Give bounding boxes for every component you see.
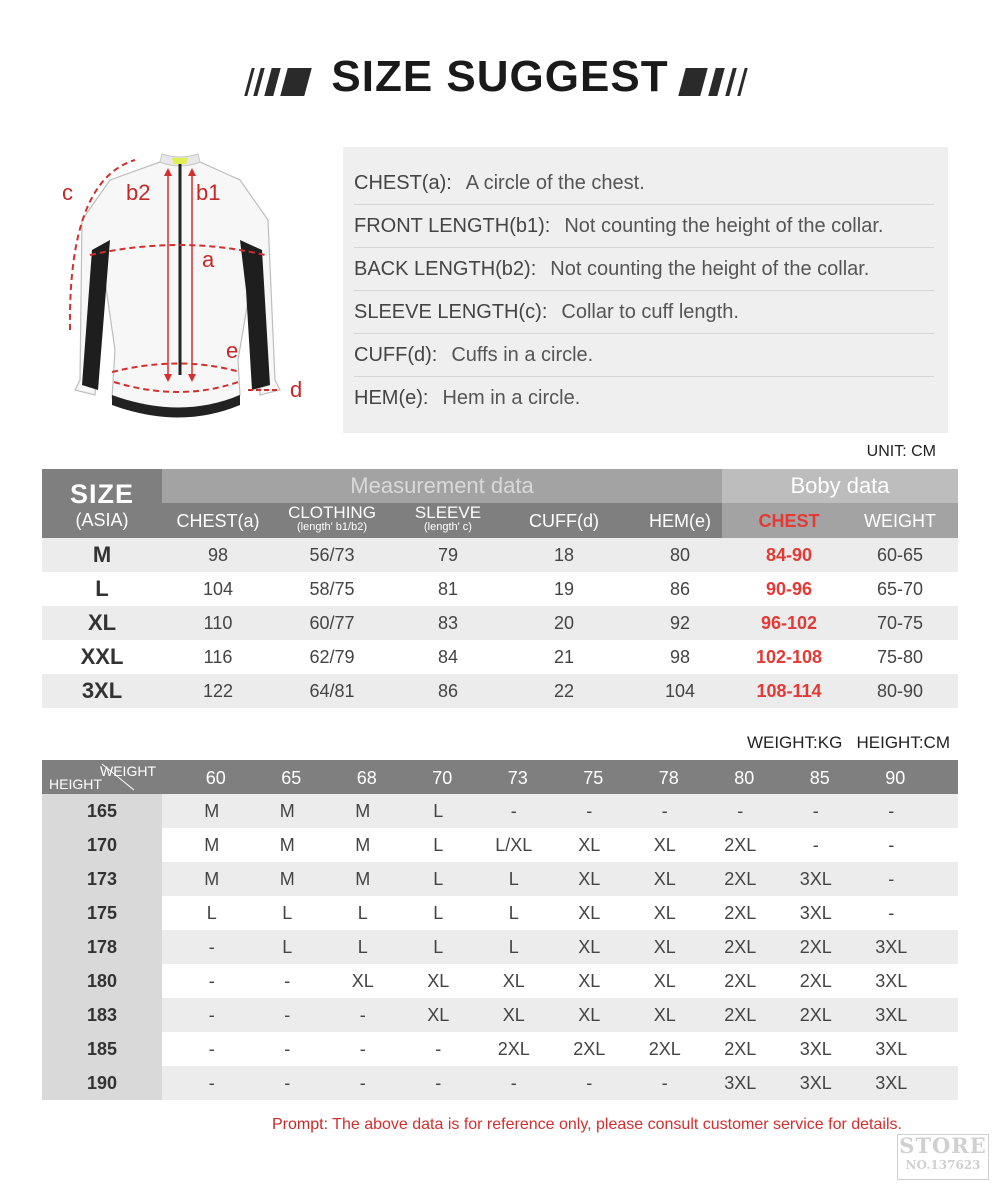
size-cell: 2XL [799, 1005, 832, 1025]
definition-value: Collar to cuff length. [561, 301, 739, 323]
height-label: 178 [86, 937, 118, 957]
size-cell: - [661, 801, 668, 821]
size-cell: 3XL [875, 971, 908, 991]
table-cell: 20 [553, 613, 575, 633]
size-cell: M [204, 869, 220, 889]
prompt-note [272, 1116, 902, 1134]
table-cell: 64/81 [309, 681, 355, 701]
prompt-text: The above data is for reference only, please consult customer service for details. [328, 1116, 902, 1133]
size-cell: XL [578, 937, 601, 957]
size-cell: L [282, 903, 293, 923]
column-header-label: SLEEVE [414, 503, 482, 522]
size-cell: L [357, 937, 368, 957]
size-cell: 3XL [799, 1073, 832, 1093]
weight-column-header: 70 [432, 768, 453, 788]
store-watermark [897, 1134, 989, 1180]
size-cell: L [433, 903, 444, 923]
size-cell: XL [653, 835, 676, 855]
weight-cell: 60-65 [876, 545, 924, 565]
table-cell: 116 [203, 647, 233, 667]
size-cell: 2XL [724, 869, 757, 889]
definition-row [354, 248, 934, 291]
definition-row [354, 205, 934, 248]
size-cell: - [208, 937, 215, 957]
size-cell: 3XL [875, 1039, 908, 1059]
table-cell: 104 [202, 579, 234, 599]
size-cell: XL [578, 1005, 601, 1025]
definition-key: CUFF(d): [354, 344, 438, 366]
size-cell: - [888, 835, 895, 855]
size-cell: - [586, 801, 593, 821]
size-label: M [92, 542, 112, 567]
size-cell: - [435, 1039, 442, 1059]
table-cell: 86 [669, 579, 691, 599]
label-c: c [62, 180, 73, 205]
table-cell: 84 [437, 647, 459, 667]
size-cell: - [284, 1005, 291, 1025]
title-decoration-right [682, 68, 752, 96]
table-cell: 98 [669, 647, 691, 667]
table-cell: 56/73 [309, 545, 355, 565]
label-d: d [290, 377, 303, 402]
size-cell: M [279, 869, 295, 889]
definition-row [354, 162, 934, 205]
size-cell: 3XL [799, 903, 832, 923]
table-cell: 21 [553, 647, 575, 667]
weight-column-header: 75 [583, 768, 604, 788]
size-cell: - [812, 835, 819, 855]
height-label: 185 [86, 1039, 118, 1059]
size-cell: - [284, 1039, 291, 1059]
definition-value: Not counting the height of the collar. [550, 258, 870, 280]
size-cell: 3XL [875, 937, 908, 957]
label-e: e [226, 338, 239, 363]
table-cell: 86 [437, 681, 459, 701]
definition-key: FRONT LENGTH(b1): [354, 215, 551, 237]
page-title: SIZE SUGGEST [331, 52, 669, 101]
height-label: 180 [86, 971, 118, 991]
size-cell: - [208, 1039, 215, 1059]
body-chest-cell: 108-114 [756, 681, 822, 701]
column-header: HEM(e) [649, 511, 711, 531]
weight-column-header: 60 [205, 768, 226, 788]
height-label: 165 [86, 801, 118, 821]
size-cell: 2XL [799, 937, 832, 957]
weight-column-header: 90 [885, 768, 906, 788]
size-cell: L [508, 869, 519, 889]
height-label: 170 [86, 835, 118, 855]
height-label: 175 [86, 903, 118, 923]
size-cell: XL [351, 971, 374, 991]
size-cell: XL [653, 903, 676, 923]
size-cell: XL [653, 937, 676, 957]
size-cell: 2XL [497, 1039, 530, 1059]
weight-column-header: 68 [356, 768, 377, 788]
table-cell: 62/79 [309, 647, 355, 667]
size-cell: 3XL [875, 1073, 908, 1093]
label-b1: b1 [196, 180, 221, 205]
size-cell: L [282, 937, 293, 957]
size-cell: - [284, 1073, 291, 1093]
size-cell: L [433, 869, 444, 889]
label-a: a [202, 247, 215, 272]
table-cell: 98 [207, 545, 229, 565]
weight-cell: 70-75 [876, 613, 924, 633]
size-cell: M [355, 801, 371, 821]
size-cell: 2XL [724, 971, 757, 991]
size-cell: 3XL [724, 1073, 757, 1093]
table-cell: 22 [553, 681, 575, 701]
table-cell: 58/75 [309, 579, 355, 599]
size-cell: 2XL [724, 903, 757, 923]
table-cell: 83 [437, 613, 459, 633]
height-label: 173 [86, 869, 118, 889]
size-cell: 3XL [799, 869, 832, 889]
size-label: L [95, 576, 109, 601]
body-chest-cell: 90-96 [765, 579, 813, 599]
measurement-definitions [343, 147, 948, 433]
size-cell: L [433, 801, 444, 821]
size-cell: - [435, 1073, 442, 1093]
size-cell: XL [502, 1005, 525, 1025]
unit-label: UNIT: CM [866, 443, 936, 460]
body-chest-cell: 96-102 [760, 613, 818, 633]
size-cell: XL [653, 869, 676, 889]
table-cell: 80 [669, 545, 691, 565]
column-header-sub: (length' c) [424, 521, 472, 533]
size-cell: 2XL [724, 937, 757, 957]
size-cell: XL [653, 1005, 676, 1025]
weight-cell: 65-70 [876, 579, 924, 599]
size-cell: - [510, 1073, 517, 1093]
height-weight-table [42, 760, 958, 1100]
size-cell: - [284, 971, 291, 991]
size-cell: M [355, 869, 371, 889]
measurement-columns [162, 503, 722, 538]
size-header-cell [42, 469, 162, 538]
label-b2: b2 [126, 180, 151, 205]
column-header: CUFF(d) [529, 511, 599, 531]
size-cell: L [508, 937, 519, 957]
prompt-label: Prompt: [272, 1116, 329, 1133]
size-label: XL [87, 610, 117, 635]
size-subheader: (ASIA) [75, 510, 129, 530]
body-chest-cell: 84-90 [765, 545, 813, 565]
column-header-weight: WEIGHT [864, 511, 936, 531]
size-cell: XL [578, 869, 601, 889]
size-cell: - [812, 801, 819, 821]
definition-value: A circle of the chest. [465, 172, 645, 194]
size-cell: - [888, 903, 895, 923]
size-cell: 3XL [875, 1005, 908, 1025]
height-label: 190 [86, 1073, 118, 1093]
column-header-label: CLOTHING [288, 503, 376, 522]
table-cell: 18 [553, 545, 575, 565]
size-cell: - [586, 1073, 593, 1093]
size-cell: 2XL [799, 971, 832, 991]
height-label: 183 [86, 1005, 118, 1025]
size-cell: - [359, 1005, 366, 1025]
size-cell: XL [502, 971, 525, 991]
weight-column-header: 65 [281, 768, 302, 788]
size-cell: - [208, 1073, 215, 1093]
definition-value: Cuffs in a circle. [451, 344, 594, 366]
size-cell: M [355, 835, 371, 855]
definition-key: HEM(e): [354, 387, 429, 409]
definition-row [354, 334, 934, 377]
size-cell: L [508, 903, 519, 923]
table-cell: 122 [202, 681, 234, 701]
size-cell: L [206, 903, 217, 923]
size-cell: 2XL [648, 1039, 681, 1059]
watermark-line2: NO.137623 [905, 1158, 981, 1172]
size-table [42, 469, 958, 709]
body-columns [722, 503, 958, 538]
size-cell: - [510, 801, 517, 821]
table-cell: 19 [553, 579, 575, 599]
size-cell: M [204, 835, 220, 855]
body-chest-cell: 102-108 [755, 647, 823, 667]
weight-cell: 75-80 [876, 647, 924, 667]
body-group-header: Boby data [722, 469, 958, 503]
table-cell: 81 [437, 579, 459, 599]
size-cell: XL [427, 971, 450, 991]
weight-cell: 80-90 [876, 681, 924, 701]
size-cell: 2XL [724, 1039, 757, 1059]
size-cell: M [204, 801, 220, 821]
definition-row [354, 377, 934, 419]
size-cell: XL [578, 835, 601, 855]
size-cell: XL [427, 1005, 450, 1025]
unit-label: WEIGHT:KG HEIGHT:CM [746, 733, 950, 752]
column-header-body-chest: CHEST [758, 511, 820, 531]
size-cell: XL [653, 971, 676, 991]
size-cell: - [208, 971, 215, 991]
size-cell: M [279, 835, 295, 855]
size-cell: XL [578, 903, 601, 923]
definition-key: BACK LENGTH(b2): [354, 258, 537, 280]
column-header [390, 505, 506, 533]
column-header-sub: (length' b1/b2) [297, 521, 367, 533]
size-cell: XL [578, 971, 601, 991]
size-cell: L [433, 937, 444, 957]
column-header [274, 505, 390, 533]
weight-column-header: 85 [809, 768, 830, 788]
definition-value: Hem in a circle. [442, 387, 581, 409]
weight-column-header: 73 [507, 768, 528, 788]
size-cell: - [208, 1005, 215, 1025]
size-cell: 2XL [724, 1005, 757, 1025]
size-cell: - [737, 801, 744, 821]
size-label: XXL [80, 644, 124, 669]
size-cell: L [357, 903, 368, 923]
size-cell: 2XL [724, 835, 757, 855]
size-cell: 2XL [573, 1039, 606, 1059]
table-cell: 79 [437, 545, 459, 565]
corner-height-label: HEIGHT [49, 776, 102, 792]
jacket-illustration [40, 140, 330, 440]
table-cell: 60/77 [309, 613, 355, 633]
size-cell: - [888, 801, 895, 821]
size-cell: L [433, 835, 444, 855]
table-cell: 104 [664, 681, 696, 701]
size-cell: L/XL [495, 835, 533, 855]
table-cell: 110 [203, 613, 233, 633]
size-cell: 3XL [799, 1039, 832, 1059]
definition-value: Not counting the height of the collar. [564, 215, 884, 237]
weight-column-header: 80 [734, 768, 755, 788]
definition-key: CHEST(a): [354, 172, 452, 194]
size-header: SIZE [69, 479, 134, 509]
size-label: 3XL [81, 678, 123, 703]
table-cell: 92 [669, 613, 691, 633]
corner-weight-label: WEIGHT [100, 763, 156, 779]
measurement-group-header: Measurement data [162, 469, 722, 503]
definition-row [354, 291, 934, 334]
weight-column-header: 78 [658, 768, 679, 788]
definition-key: SLEEVE LENGTH(c): [354, 301, 548, 323]
size-cell: - [661, 1073, 668, 1093]
column-header: CHEST(a) [176, 511, 260, 531]
size-cell: M [279, 801, 295, 821]
watermark-line1: STORE [899, 1133, 987, 1158]
size-cell: - [359, 1073, 366, 1093]
size-cell: - [888, 869, 895, 889]
size-cell: - [359, 1039, 366, 1059]
